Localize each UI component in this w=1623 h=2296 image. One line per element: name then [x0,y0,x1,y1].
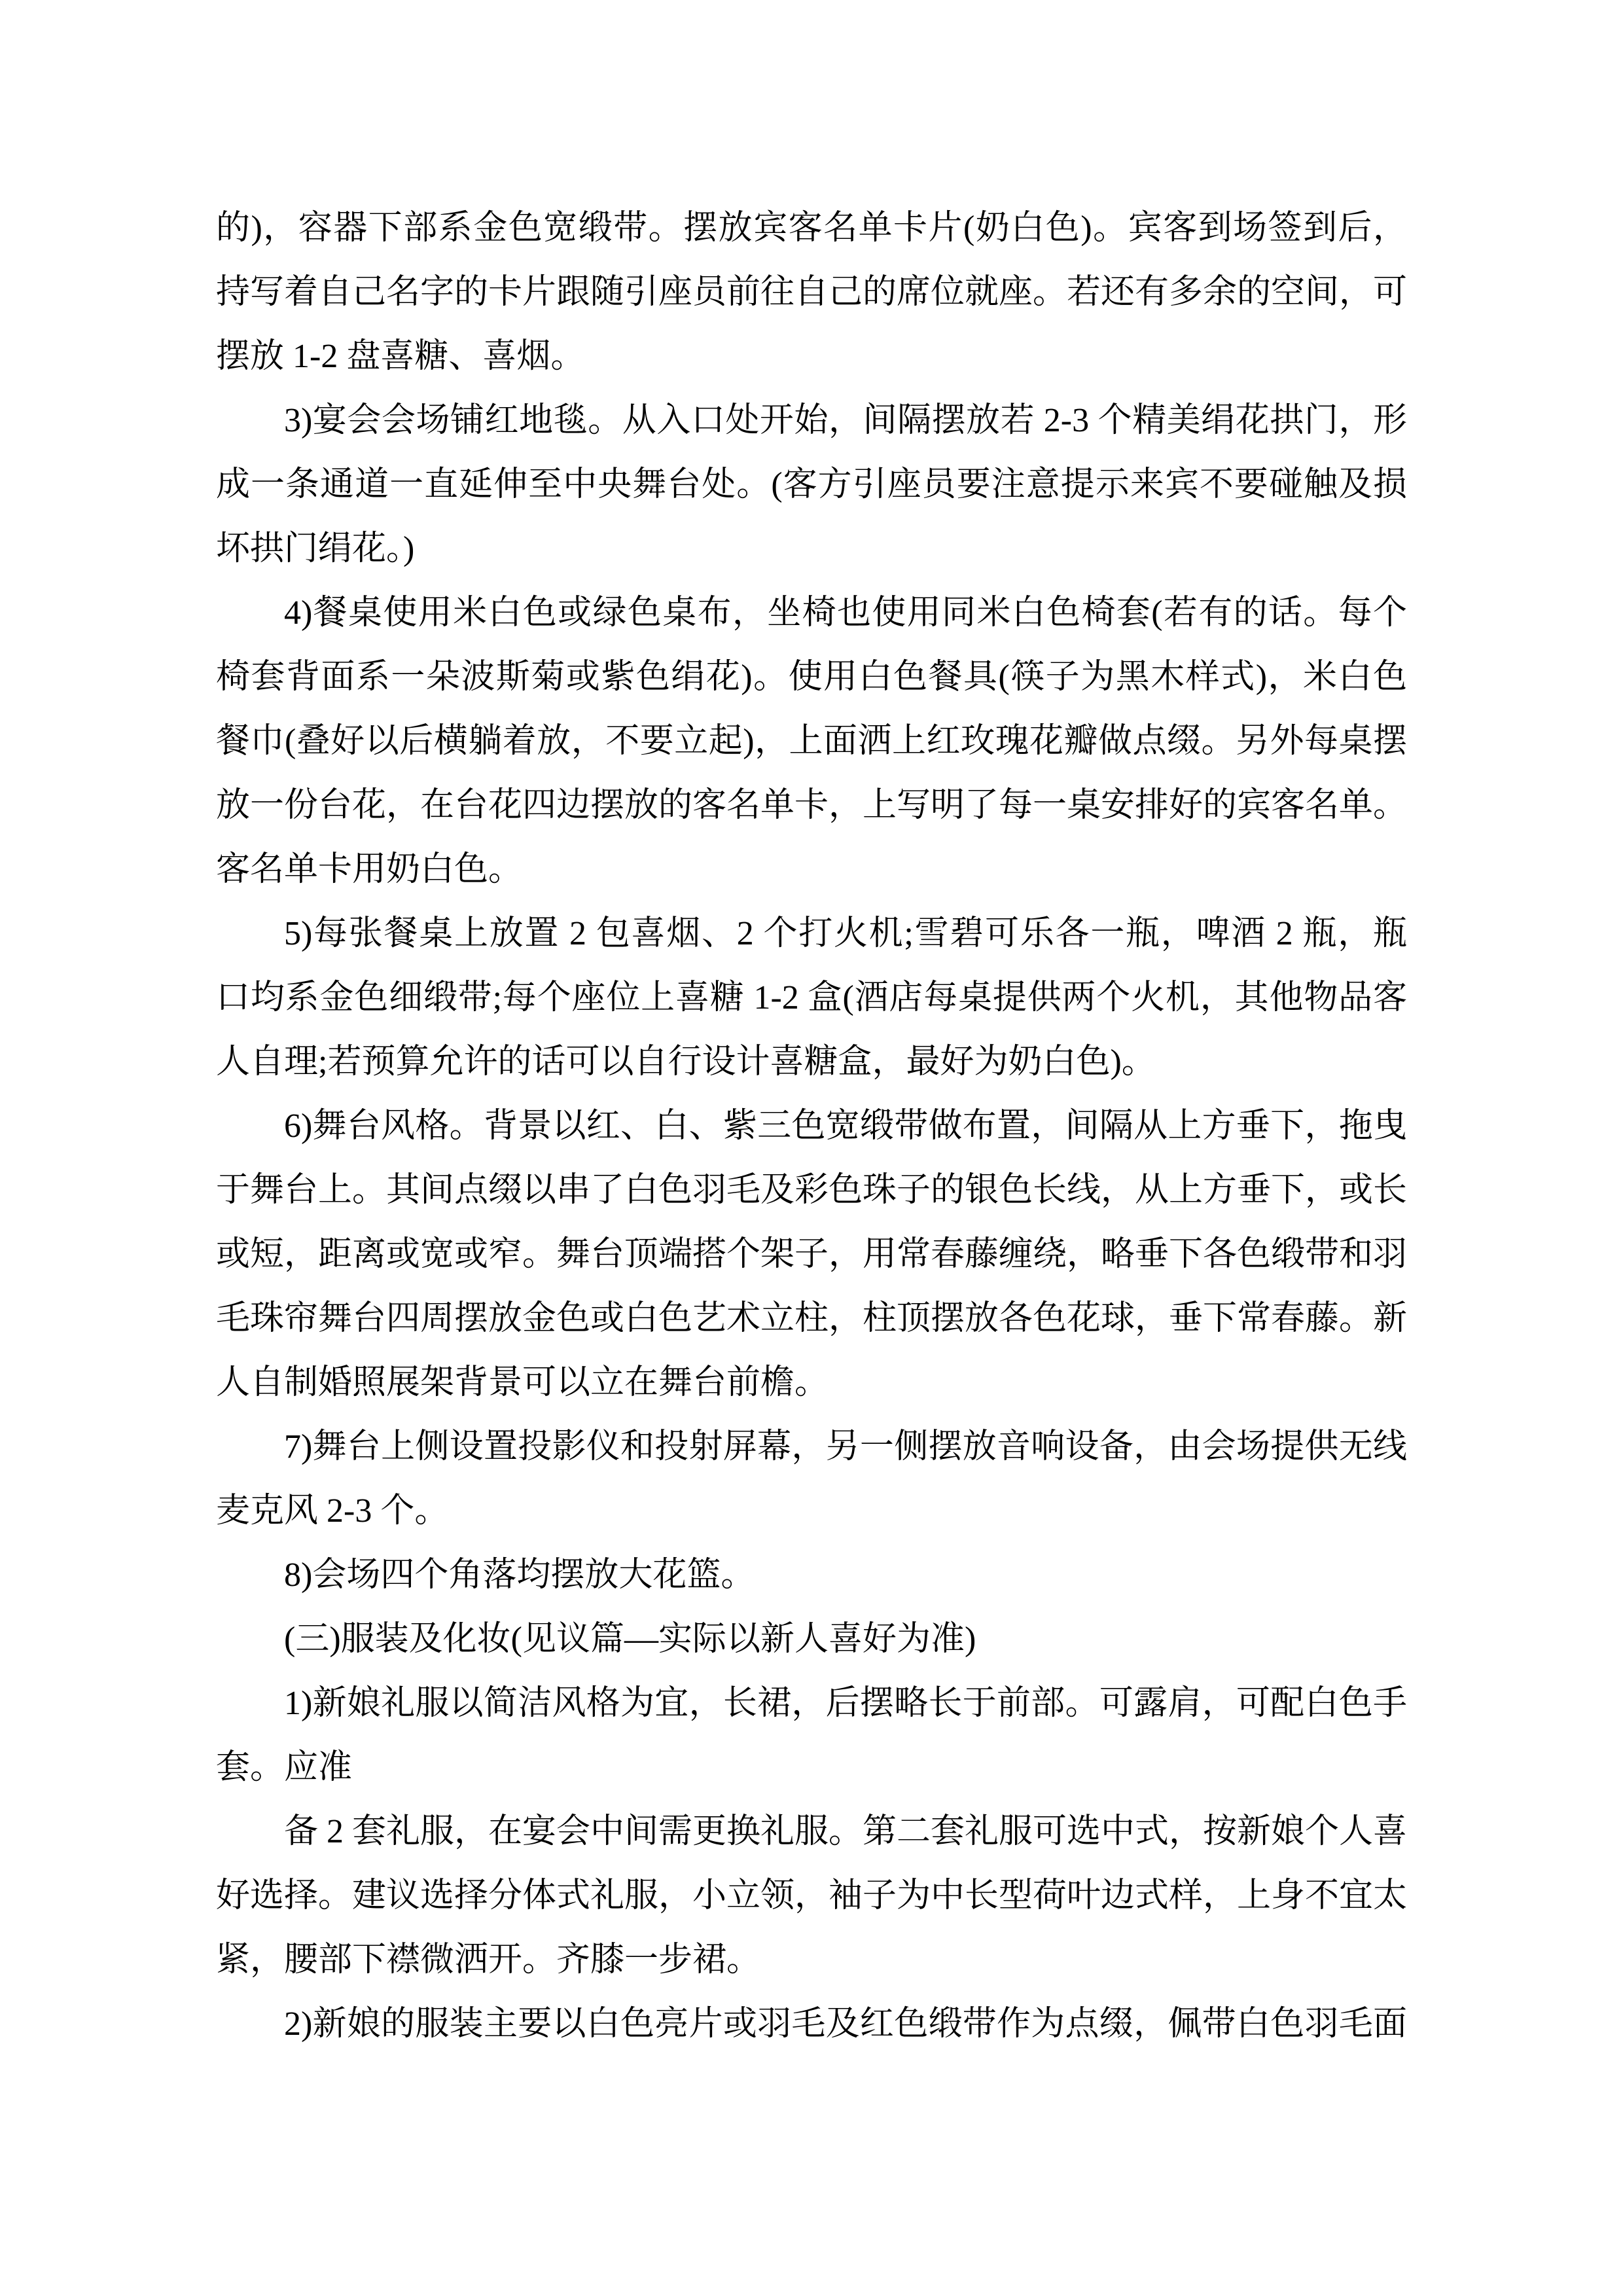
text-line: 椅套背面系一朵波斯菊或紫色绢花)。使用白色餐具(筷子为黑木样式)，米白色 [216,658,1407,696]
text-line: 7)舞台上侧设置投影仪和投射屏幕，另一侧摆放音响设备，由会场提供无线 [284,1428,1407,1465]
text-line: 2)新娘的服装主要以白色亮片或羽毛及红色缎带作为点缀，佩带白色羽毛面 [284,2005,1407,2043]
text-line: 5)每张餐桌上放置 2 包喜烟、2 个打火机;雪碧可乐各一瓶，啤酒 2 瓶，瓶 [284,915,1407,952]
text-line: 于舞台上。其间点缀以串了白色羽毛及彩色珠子的银色长线，从上方垂下，或长 [216,1172,1408,1209]
text-line: 6)舞台风格。背景以红、白、紫三色宽缎带做布置，间隔从上方垂下，拖曳 [284,1107,1407,1145]
text-line: 人自理;若预算允许的话可以自行设计喜糖盒，最好为奶白色)。 [216,1043,1156,1081]
text-line: 8)会场四个角落均摆放大花篮。 [284,1556,755,1594]
text-line: 或短，距离或宽或窄。舞台顶端搭个架子，用常春藤缠绕，略垂下各色缎带和羽 [216,1236,1408,1273]
text-line: 持写着自己名字的卡片跟随引座员前往自己的席位就座。若还有多余的空间，可 [216,274,1408,311]
text-line: 成一条通道一直延伸至中央舞台处。(客方引座员要注意提示来宾不要碰触及损 [216,466,1407,503]
text-line: 3)宴会会场铺红地毯。从入口处开始，间隔摆放若 2-3 个精美绢花拱门，形 [284,402,1407,439]
text-line: 毛珠帘舞台四周摆放金色或白色艺术立柱，柱顶摆放各色花球，垂下常春藤。新 [216,1300,1408,1337]
text-line: 麦克风 2-3 个。 [216,1492,449,1530]
text-line: 1)新娘礼服以简洁风格为宜，长裙，后摆略长于前部。可露肩，可配白色手 [284,1685,1407,1722]
text-line: 放一份台花，在台花四边摆放的客名单卡，上写明了每一桌安排好的宾客名单。 [216,787,1408,824]
text-line: 的)，容器下部系金色宽缎带。摆放宾客名单卡片(奶白色)。宾客到场签到后， [216,209,1407,247]
text-line: (三)服装及化妆(见议篇—实际以新人喜好为准) [284,1621,976,1658]
text-line: 4)餐桌使用米白色或绿色桌布，坐椅也使用同米白色椅套(若有的话。每个 [284,594,1407,632]
text-line: 餐巾(叠好以后横躺着放，不要立起)，上面洒上红玫瑰花瓣做点缀。另外每桌摆 [216,723,1407,760]
text-line: 紧，腰部下襟微洒开。齐膝一步裙。 [216,1941,761,1979]
text-line: 人自制婚照展架背景可以立在舞台前檐。 [216,1364,829,1401]
text-line: 坏拱门绢花。) [216,530,415,567]
text-line: 客名单卡用奶白色。 [216,851,523,888]
text-line: 摆放 1-2 盘喜糖、喜烟。 [216,338,585,375]
text-line: 备 2 套礼服，在宴会中间需更换礼服。第二套礼服可选中式，按新娘个人喜 [284,1813,1408,1850]
text-line: 口均系金色细缎带;每个座位上喜糖 1-2 盒(酒店每桌提供两个火机，其他物品客 [216,979,1407,1016]
text-line: 好选择。建议选择分体式礼服，小立领，袖子为中长型荷叶边式样，上身不宜太 [216,1877,1408,1914]
text-line: 套。应准 [216,1749,353,1786]
text-block [216,196,1407,2056]
